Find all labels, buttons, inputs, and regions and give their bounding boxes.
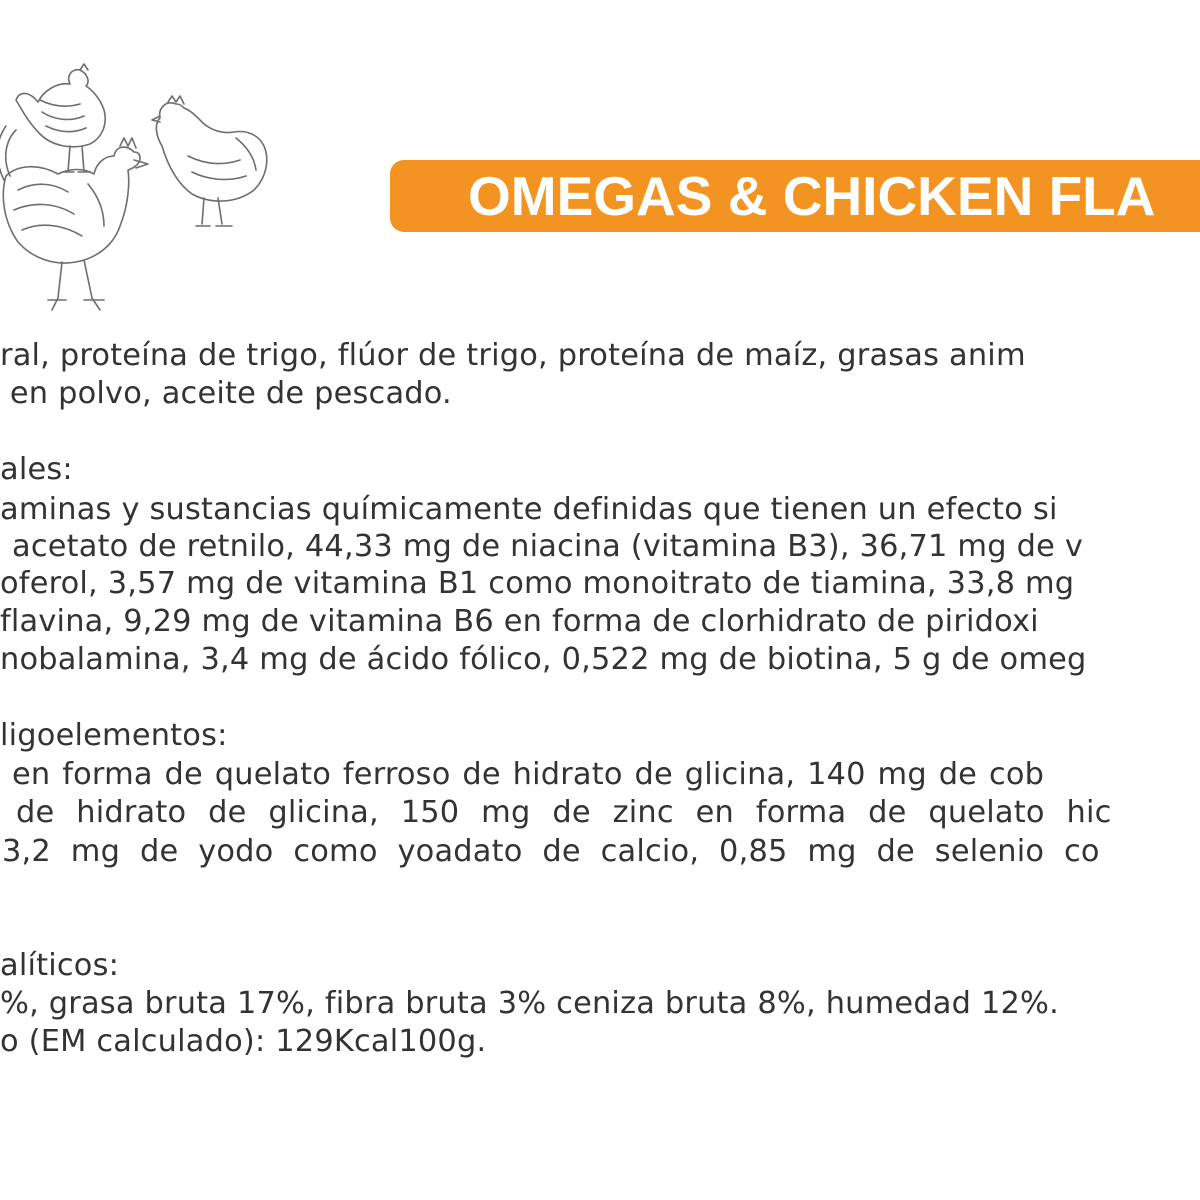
chickens-sketch-illustration [0,60,275,330]
trace-elements-line-3: 3,2 mg de yodo como yoadato de calcio, 0,85 mg de selenio co [2,834,1100,869]
analytical-heading: alíticos: [0,948,120,983]
trace-elements-line-1: en forma de quelato ferroso de hidrato de glicina, 140 mg de cob [12,757,1045,792]
additives-line-5: nobalamina, 3,4 mg de ácido fólico, 0,522 mg de biotina, 5 g de omeg [0,642,1087,677]
product-title-banner [390,160,1200,232]
analytical-line-1: %, grasa bruta 17%, fibra bruta 3% ceniza bruta 8%, humedad 12%. [0,986,1059,1021]
additives-line-2: acetato de retnilo, 44,33 mg de niacina (vitamina B3), 36,71 mg de v [12,529,1084,564]
hen-top-icon [16,64,105,172]
rooster-icon [0,126,148,310]
trace-elements-line-2: de hidrato de glicina, 150 mg de zinc en forma de quelato hic [16,795,1112,830]
composition-line-2-text: en polvo, aceite de pescado. [9,376,452,411]
composition-line-2 [0,374,1200,414]
additives-heading: ales: [0,452,73,487]
additives-line-4: flavina, 9,29 mg de vitamina B6 en forma de clorhidrato de piridoxi [0,604,1039,639]
product-title: OMEGAS & CHICKEN FLA [468,165,1156,227]
hen-right-icon [152,96,267,226]
analytical-line-2: o (EM calculado): 129Kcal100g. [0,1024,487,1059]
trace-elements-heading: ligoelementos: [0,718,228,753]
composition-line-1: ral, proteína de trigo, flúor de trigo, proteína de maíz, grasas anim [0,338,1026,373]
additives-line-3: oferol, 3,57 mg de vitamina B1 como monoitrato de tiamina, 33,8 mg [0,566,1075,601]
additives-line-1: aminas y sustancias químicamente definidas que tienen un efecto si [0,492,1058,527]
